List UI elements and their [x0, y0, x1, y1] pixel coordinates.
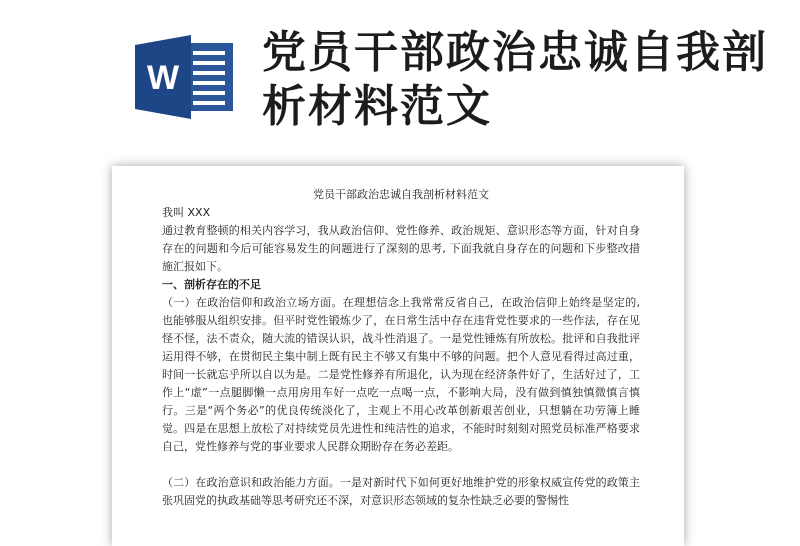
paragraph-gap	[162, 456, 640, 474]
paragraph-political-belief: （一）在政治信仰和政治立场方面。在理想信念上我常常反省自己，在政治信仰上始终是坚定的, 也能够服从组织安排。但平时党性锻炼少了，在日常生活中存在违背党性要求的一些作法，存在见怪不怪，法不责众，随大流的错误认识，战斗性消退了。一是党性锤炼有所放松。批评和自我批评运用得不够，在贯彻民主集中制上既有民主不够又有集中不够的问题。把个人意见看得过高过重，时间一长就忘乎所以自以为是。二是党性修养有所退化，认为现在经济条件好了，生活好过了，工作上“虚”一点腿脚懒一点用房用车好一点吃一点喝一点，不影响大局，没有做到慎独慎微慎言慎行。三是“两个务必”的优良传统淡化了，主观上不用心改革创新艰苦创业，只想躺在功劳簿上睡觉。四是在思想上放松了对持续党员先进性和纯洁性的追求，不能时时刻刻对照党员标准严格要求自己，党性修养与党的事业要求人民群众期盼存在务必差距。	[162, 296, 640, 453]
document-title: 党员干部政治忠诚自我剖析材料范文	[313, 188, 489, 201]
intro-paragraph: 通过教育整顿的相关内容学习，我从政治信仰、党性修养、政治规矩、意识形态等方面，针对自身存在的问题和今后可能容易发生的问题进行了深刻的思考, 下面我就自身存在的问题和下步整改措施汇报如下。	[162, 224, 640, 273]
paragraph-political-awareness: （二）在政治意识和政治能力方面。一是对新时代下如何更好地维护党的形象权威宣传党的政策主张巩固党的执政基础等思考研究还不深，对意识形态领域的复杂性缺乏必要的警惕性	[162, 476, 640, 507]
word-document-icon	[131, 33, 239, 121]
banner	[0, 0, 800, 150]
document-body	[162, 186, 640, 510]
word-letter: W	[146, 59, 180, 97]
page-title: 党员干部政治忠诚自我剖析材料范文	[262, 27, 768, 132]
greeting-line: 我叫 XXX	[162, 206, 211, 219]
document-page	[112, 166, 684, 546]
section-heading: 一、剖析存在的不足	[162, 278, 261, 291]
